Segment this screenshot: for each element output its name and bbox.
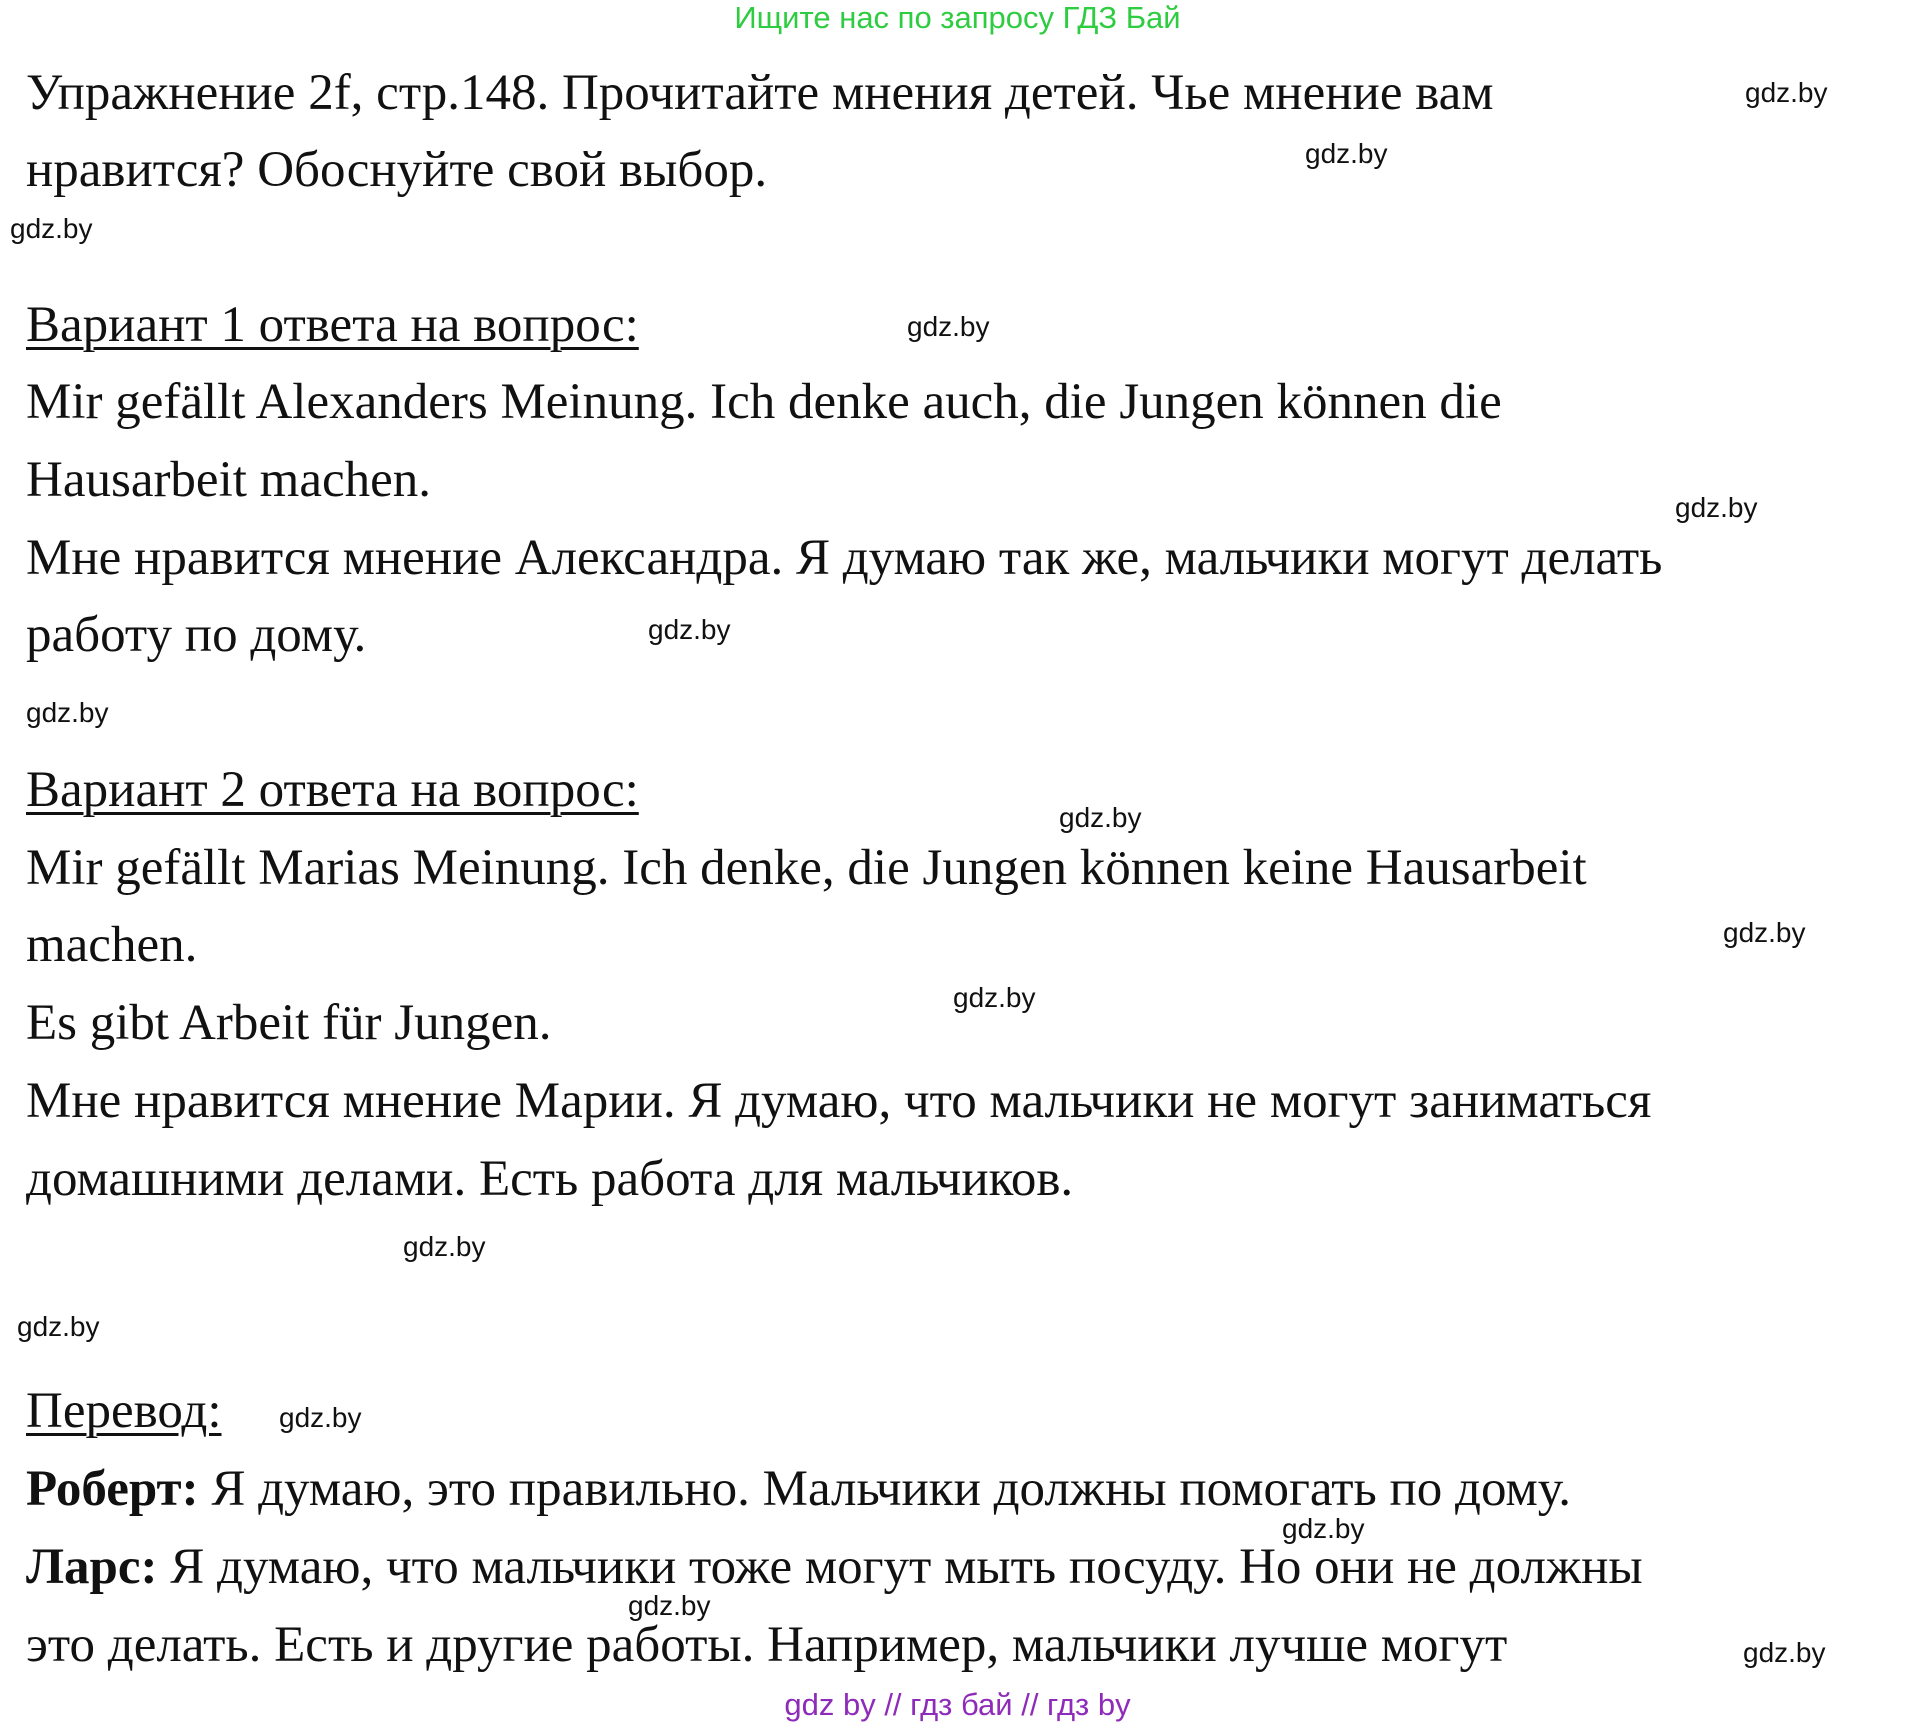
variant-2-heading: Вариант 2 ответа на вопрос:	[26, 762, 639, 818]
speaker-text: Я думаю, что мальчики тоже могут мыть посуду. Но они не должны	[157, 1539, 1643, 1595]
search-hint-banner: Ищите нас по запросу ГДЗ Бай	[734, 0, 1181, 35]
translation-heading: Перевод:	[26, 1383, 222, 1439]
watermark: gdz.by	[10, 213, 93, 244]
variant-2-line: machen.	[26, 917, 198, 973]
watermark: gdz.by	[1675, 492, 1758, 523]
watermark: gdz.by	[1743, 1637, 1826, 1668]
variant-2-line: Es gibt Arbeit für Jungen.	[26, 995, 552, 1051]
variant-1-line: Hausarbeit machen.	[26, 452, 431, 508]
watermark: gdz.by	[628, 1590, 711, 1621]
watermark: gdz.by	[1282, 1513, 1365, 1544]
exercise-title-line-2: нравится? Обоснуйте свой выбор.	[26, 142, 768, 198]
exercise-title-line-1: Упражнение 2f, стр.148. Прочитайте мнения детей. Чье мнение вам	[26, 65, 1494, 121]
watermark: gdz.by	[1745, 77, 1828, 108]
variant-1-line: Мне нравится мнение Александра. Я думаю так же, мальчики могут делать	[26, 530, 1663, 586]
watermark: gdz.by	[1305, 138, 1388, 169]
translation-lars-line	[26, 1537, 1643, 1597]
watermark: gdz.by	[17, 1311, 100, 1342]
watermark: gdz.by	[907, 311, 990, 342]
speaker-text: Я думаю, это правильно. Мальчики должны помогать по дому.	[198, 1461, 1571, 1517]
watermark: gdz.by	[1059, 802, 1142, 833]
translation-lars-continuation: это делать. Есть и другие работы. Например, мальчики лучше могут	[26, 1617, 1508, 1673]
watermark: gdz.by	[648, 614, 731, 645]
watermark: gdz.by	[403, 1231, 486, 1262]
translation-robert-line	[26, 1459, 1571, 1519]
variant-1-line: работу по дому.	[26, 607, 367, 663]
variant-2-line: домашними делами. Есть работа для мальчиков.	[26, 1151, 1074, 1207]
watermark: gdz.by	[953, 982, 1036, 1013]
watermark: gdz.by	[26, 697, 109, 728]
variant-2-line: Мне нравится мнение Марии. Я думаю, что мальчики не могут заниматься	[26, 1073, 1652, 1129]
footer-links: gdz by // гдз бай // гдз by	[784, 1687, 1131, 1722]
variant-1-line: Mir gefällt Alexanders Meinung. Ich denke auch, die Jungen können die	[26, 374, 1502, 430]
watermark: gdz.by	[1723, 917, 1806, 948]
speaker-name: Роберт:	[26, 1461, 199, 1517]
speaker-name: Ларс:	[26, 1539, 158, 1595]
variant-2-line: Mir gefällt Marias Meinung. Ich denke, die Jungen können keine Hausarbeit	[26, 840, 1587, 896]
variant-1-heading: Вариант 1 ответа на вопрос:	[26, 297, 639, 353]
watermark: gdz.by	[279, 1402, 362, 1433]
